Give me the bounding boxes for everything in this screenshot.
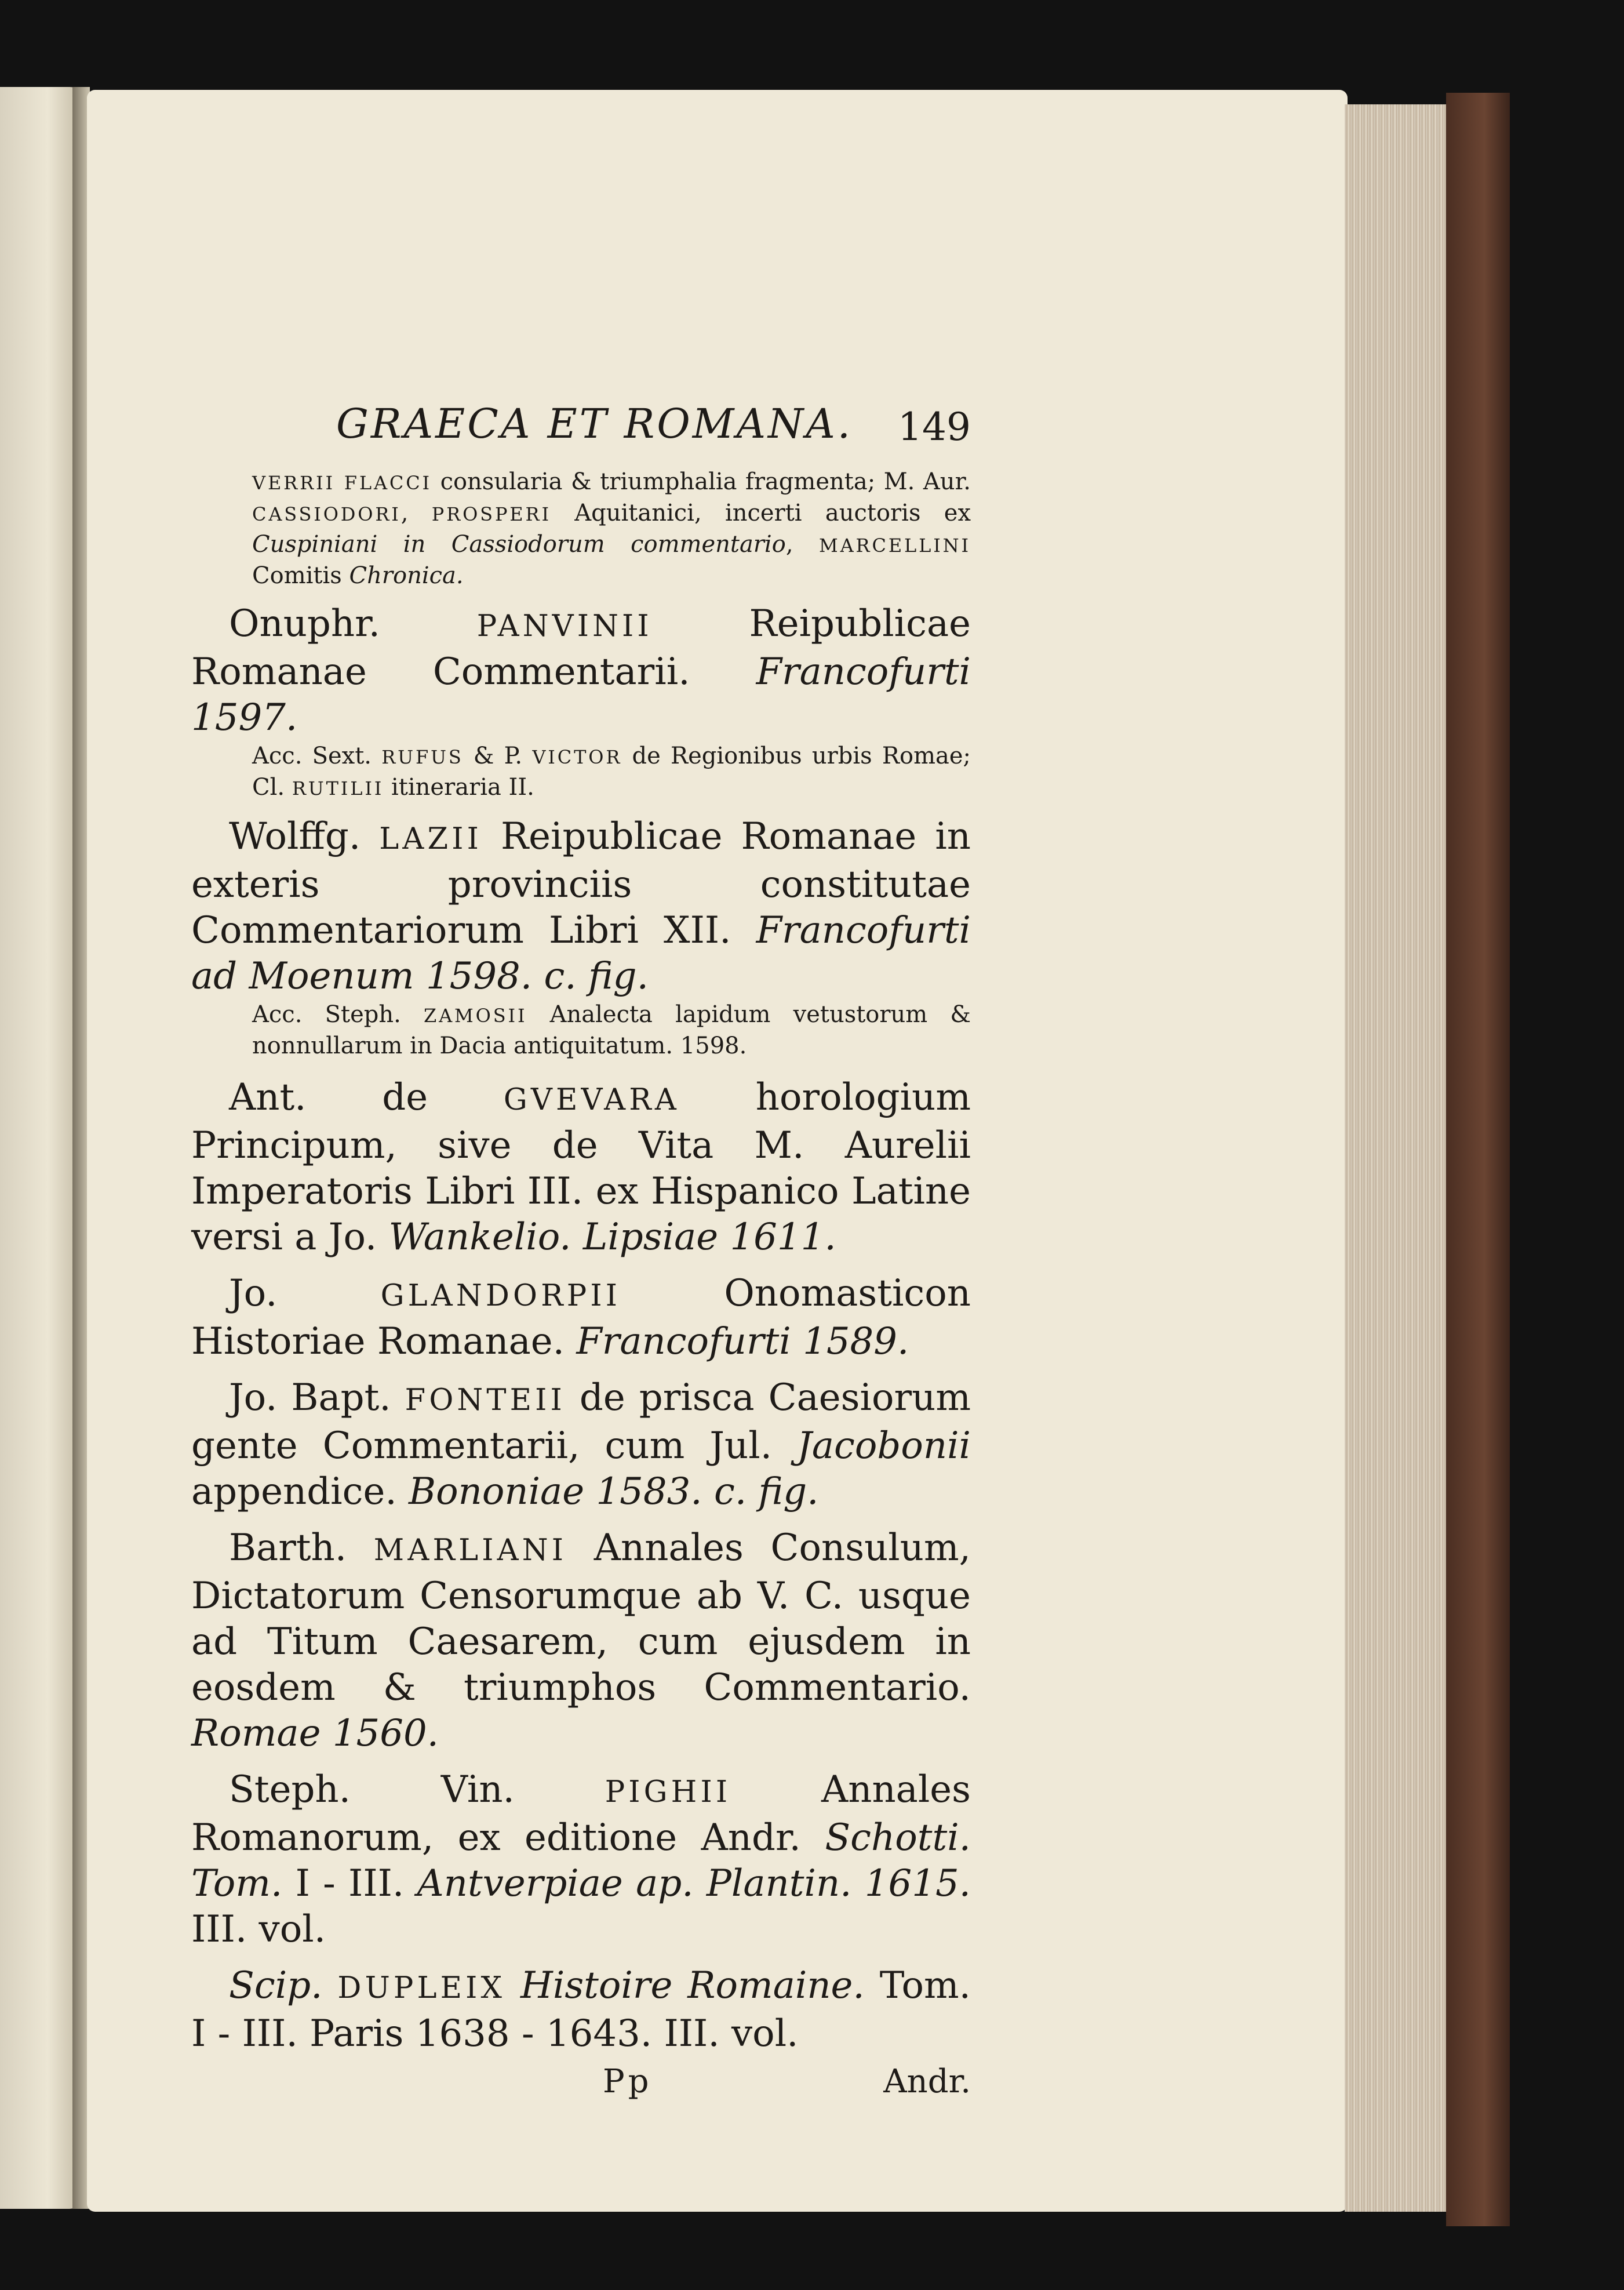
author-name: RUTILII xyxy=(292,777,384,799)
entry-text: Jo. Bapt. xyxy=(229,1376,405,1419)
book-cover-edge xyxy=(1446,93,1510,2226)
note-rufus xyxy=(191,741,971,804)
note-text: Acc. Steph. xyxy=(252,1001,424,1028)
entry-text: Jo. xyxy=(229,1272,381,1315)
note-text: , xyxy=(400,500,432,526)
note-text: Analecta lapidum vetustorum & nonnullarum in Dacia antiquitatum. 1598. xyxy=(252,1001,971,1059)
note-text: Comitis xyxy=(252,562,349,589)
page-block-edges xyxy=(1345,104,1446,2212)
entry-text: Tom. I - III. Paris 1638 - 1643. III. vol. xyxy=(191,1964,971,2055)
entry-text: Onuphr. xyxy=(229,602,477,645)
imprint: Antverpiae ap. Plantin. 1615. xyxy=(417,1862,971,1905)
imprint: Romae 1560. xyxy=(191,1712,439,1755)
italic-text: Scip. xyxy=(229,1964,323,2007)
italic-text: Cuspiniani in Cassiodorum commentario xyxy=(252,531,786,558)
entry-lazius xyxy=(191,814,971,999)
entry-text: Annales Consulum, Dictatorum Censorumque ab V. C. usque ad Titum Caesarem, cum ejusdem in eosdem & triumphos Commentario. xyxy=(191,1526,971,1709)
note-text: & P. xyxy=(463,743,533,769)
entry-text: III. vol. xyxy=(191,1908,326,1951)
author-name: LAZII xyxy=(379,822,482,856)
entry-text xyxy=(322,1964,337,2007)
entry-marlianus xyxy=(191,1525,971,1757)
author-name: DUPLEIX xyxy=(337,1971,506,2005)
italic-text: Histoire Romaine. xyxy=(520,1964,865,2007)
page-content xyxy=(191,400,971,2115)
note-text: Aquitanici, incerti auctoris ex xyxy=(551,500,971,526)
page-footer xyxy=(191,2063,971,2115)
note-text: de Regionibus urbis Romae; Cl. xyxy=(252,743,971,801)
italic-text: Chronica. xyxy=(349,562,464,589)
imprint: Wankelio. Lipsiae 1611. xyxy=(388,1216,836,1259)
entry-text: Wolffg. xyxy=(229,815,380,858)
author-name: GVEVARA xyxy=(503,1082,680,1117)
note-text: consularia & triumphalia fragmenta; M. Aur. xyxy=(432,468,971,495)
running-title: GRAECA ET ROMANA. xyxy=(336,400,853,448)
entry-panvinius xyxy=(191,601,971,741)
italic-text: Tom. xyxy=(191,1862,283,1905)
page-number: 149 xyxy=(898,405,971,449)
author-name: PIGHII xyxy=(605,1775,731,1809)
imprint: Francofurti 1597. xyxy=(191,650,971,739)
author-name: VERRII FLACCI xyxy=(252,472,432,494)
catchword: Andr. xyxy=(883,2063,971,2100)
entry-text: Reipublicae Romanae Commentarii. xyxy=(191,602,971,693)
italic-text: Jacobonii xyxy=(797,1424,971,1467)
entry-text: Barth. xyxy=(229,1526,374,1569)
page-header xyxy=(191,400,971,467)
imprint: Francofurti ad Moenum 1598. c. fig. xyxy=(191,909,971,998)
note-verrius xyxy=(191,467,971,591)
author-name: GLANDORPII xyxy=(380,1278,621,1313)
italic-text: Schotti. xyxy=(825,1816,971,1859)
author-name: VICTOR xyxy=(532,746,622,768)
author-name: PANVINII xyxy=(476,609,653,644)
author-name: MARLIANI xyxy=(373,1533,567,1568)
imprint: Francofurti 1589. xyxy=(576,1320,909,1363)
entry-text: Reipublicae Romanae in exteris provinciis constitutae Commentariorum Libri XII. xyxy=(191,815,971,952)
entry-text: Annales Romanorum, ex editione Andr. xyxy=(191,1768,971,1859)
entry-pighius xyxy=(191,1767,971,1953)
entry-text: I - III. xyxy=(282,1862,417,1905)
entry-text: de prisca Caesiorum gente Commentarii, cum Jul. xyxy=(191,1376,971,1467)
note-text: , xyxy=(785,531,819,558)
entry-text: Ant. de xyxy=(229,1076,504,1119)
author-name: CASSIODORI xyxy=(252,503,401,525)
entry-text xyxy=(505,1964,520,2007)
note-text: itineraria II. xyxy=(384,774,534,801)
author-name: RUFUS xyxy=(381,746,464,768)
entry-text: horologium Principum, sive de Vita M. Aurelii Imperatoris Libri III. ex Hispanico Latine versi a Jo. xyxy=(191,1076,971,1259)
entry-fonteius xyxy=(191,1375,971,1515)
author-name: PROSPERI xyxy=(431,503,551,525)
note-zamosius xyxy=(191,999,971,1061)
author-name: MARCELLINI xyxy=(819,535,971,557)
author-name: FONTEII xyxy=(405,1383,566,1417)
note-text: Acc. Sext. xyxy=(252,743,382,769)
imprint: Bononiae 1583. c. fig. xyxy=(409,1470,819,1513)
entry-text: Steph. Vin. xyxy=(229,1768,605,1811)
entry-text: Onomasticon Historiae Romanae. xyxy=(191,1272,971,1363)
signature-mark: Pp xyxy=(603,2063,653,2100)
entry-glandorpius xyxy=(191,1271,971,1365)
entry-text: appendice. xyxy=(191,1470,409,1513)
entry-dupleix xyxy=(191,1963,971,2057)
entry-gvevara xyxy=(191,1075,971,1260)
author-name: ZAMOSII xyxy=(424,1005,527,1027)
